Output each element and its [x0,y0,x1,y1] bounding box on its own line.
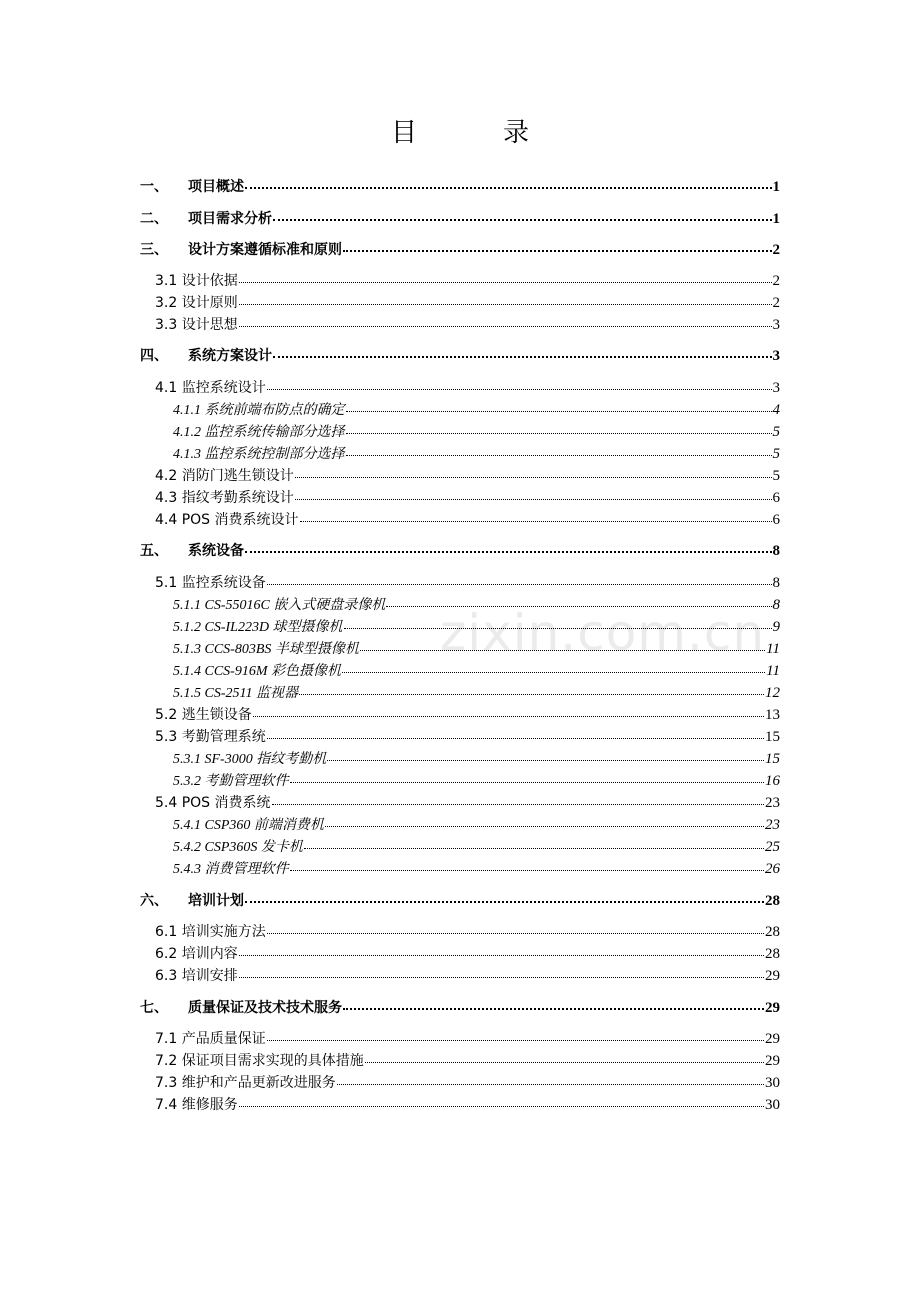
entry-title: 5.1.5 CS-2511 监视器 [173,686,298,701]
toc-entry-label [155,1094,238,1114]
page-number: 16 [765,773,780,789]
toc-entry-label [155,487,294,507]
dot-leader [239,293,772,307]
entry-title: 4.4 POS 消费系统设计 [155,512,299,528]
entry-title: 5.2 逃生锁设备 [155,707,252,723]
toc-entry[interactable] [155,314,780,336]
toc-entry-label [140,239,342,259]
toc-entry-label [140,997,342,1017]
entry-title: 6.1 培训实施方法 [155,924,266,940]
toc-entry-label [173,399,345,419]
page-number: 13 [765,707,780,723]
dot-leader [386,595,771,609]
toc-entry[interactable] [173,616,780,638]
toc-entry-label [155,314,238,334]
toc-entry[interactable] [173,594,780,616]
entry-title: 5.1.3 CCS-803BS 半球型摄像机 [173,642,359,657]
toc-entry-label [155,1050,364,1070]
dot-leader [337,1073,764,1087]
toc-entry[interactable] [155,965,780,987]
dot-leader [273,346,772,360]
entry-title: 4.2 消防门逃生锁设计 [155,468,294,484]
entry-title: 4.1 监控系统设计 [155,380,266,396]
toc-entry-label [140,345,272,365]
page-number: 15 [765,751,780,767]
dot-leader [290,859,765,873]
dot-leader [239,315,772,329]
dot-leader [344,617,772,631]
dot-leader [273,209,772,223]
chapter-number: 六、 [140,893,168,909]
page-number: 11 [766,641,780,657]
chapter-number: 三、 [140,242,168,258]
chapter-number: 七、 [140,1000,168,1016]
entry-title: 5.4.1 CSP360 前端消费机 [173,818,324,833]
toc-title: 目 录 [390,118,559,148]
page-number: 30 [765,1097,780,1113]
dot-leader [327,749,764,763]
toc-entry-label [155,509,299,529]
dot-leader [290,771,765,785]
dot-leader [239,1095,764,1109]
entry-title: 7.4 维修服务 [155,1097,238,1113]
toc-entry[interactable] [173,399,780,421]
toc-entry[interactable] [173,421,780,443]
entry-title: 质量保证及技术技术服务 [188,1000,342,1016]
dot-leader [299,683,764,697]
dot-leader [346,422,772,436]
toc-entry-label [173,421,345,441]
page-number: 2 [772,242,780,258]
page-number: 28 [765,946,780,962]
toc-entry[interactable] [173,748,780,770]
toc-entry-label [155,921,266,941]
dot-leader [267,378,772,392]
page-number: 28 [765,893,780,909]
page-number: 25 [765,839,780,855]
entry-title: 3.2 设计原则 [155,295,238,311]
page-number: 23 [765,795,780,811]
toc-entry[interactable] [155,704,780,726]
toc-entry-label [173,443,345,463]
dot-leader [346,400,772,414]
chapter-number: 一、 [140,179,168,195]
toc-entry-label [155,465,294,485]
toc-entry[interactable] [173,638,780,660]
entry-title: 4.1.3 监控系统控制部分选择 [173,447,345,462]
entry-title: 4.1.1 系统前端布防点的确定 [173,403,345,418]
toc-entry[interactable] [155,921,780,943]
entry-title: 项目需求分析 [188,211,272,227]
toc-entry[interactable] [173,814,780,836]
toc-entry-label [140,540,244,560]
entry-title: 5.1.2 CS-IL223D 球型摄像机 [173,620,343,635]
page-number: 29 [765,968,780,984]
dot-leader [360,639,765,653]
dot-leader [267,727,764,741]
entry-title: 4.3 指纹考勤系统设计 [155,490,294,506]
page-number: 3 [772,348,780,364]
toc-entry-label [140,890,244,910]
toc-entry[interactable] [155,792,780,814]
toc-entry[interactable] [140,208,780,230]
page-number: 5 [772,446,780,462]
toc-entry[interactable] [140,176,780,198]
page-number: 28 [765,924,780,940]
toc-entry[interactable] [155,943,780,965]
chapter-number: 五、 [140,543,168,559]
page-number: 5 [772,468,780,484]
page-number: 1 [772,179,780,195]
entry-title: 6.3 培训安排 [155,968,238,984]
page-number: 3 [772,317,780,333]
toc-entry-label [155,1072,336,1092]
page-number: 15 [765,729,780,745]
page-number: 29 [765,1000,780,1016]
toc-entry-label [155,572,266,592]
dot-leader [343,998,764,1012]
toc-entry[interactable] [155,1050,780,1072]
toc-entry[interactable] [155,726,780,748]
toc-entry[interactable] [140,239,780,261]
toc-entry[interactable] [155,465,780,487]
toc-entry-label [173,770,289,790]
toc-entry-label [155,377,266,397]
page-number: 1 [772,211,780,227]
entry-title: 3.1 设计依据 [155,273,238,289]
toc-entry[interactable] [173,443,780,465]
watermark: zixin.com.cn [440,604,766,662]
page-number: 29 [765,1031,780,1047]
dot-leader [245,177,772,191]
toc-entry-label [155,1028,266,1048]
toc-entry[interactable] [173,770,780,792]
toc-entry[interactable] [155,1028,780,1050]
entry-title: 7.2 保证项目需求实现的具体措施 [155,1053,364,1069]
toc-entry-label [155,270,238,290]
toc-entry[interactable] [140,890,780,912]
toc-entry[interactable] [173,836,780,858]
page-number: 12 [765,685,780,701]
dot-leader [325,815,764,829]
toc-entry-label [155,704,252,724]
chapter-number: 四、 [140,348,168,364]
dot-leader [253,705,764,719]
page-number: 5 [772,424,780,440]
entry-title: 3.3 设计思想 [155,317,238,333]
page-number: 8 [772,543,780,559]
entry-title: 系统设备 [188,543,244,559]
toc-entry[interactable] [155,1072,780,1094]
dot-leader [239,271,772,285]
toc-entry-label [173,814,324,834]
page-number: 4 [772,402,780,418]
dot-leader [295,466,772,480]
page-number: 2 [772,273,780,289]
dot-leader [267,573,772,587]
entry-title: 5.1.1 CS-55016C 嵌入式硬盘录像机 [173,598,386,613]
dot-leader [346,444,772,458]
toc-entry[interactable] [155,487,780,509]
page-number: 8 [772,597,780,613]
dot-leader [304,837,764,851]
dot-leader [245,891,764,905]
toc-entry-label [140,208,272,228]
toc-entry-label [173,858,289,878]
toc-entry[interactable] [155,509,780,531]
entry-title: 6.2 培训内容 [155,946,238,962]
dot-leader [267,922,764,936]
toc-entry-label [173,748,326,768]
page-number: 11 [766,663,780,679]
dot-leader [267,1029,764,1043]
dot-leader [245,541,772,555]
entry-title: 5.4.2 CSP360S 发卡机 [173,840,303,855]
entry-title: 5.1.4 CCS-916M 彩色摄像机 [173,664,341,679]
entry-title: 7.3 维护和产品更新改进服务 [155,1075,336,1091]
page-number: 3 [772,380,780,396]
toc-entry-label [155,943,238,963]
toc-entry[interactable] [173,660,780,682]
page-number: 29 [765,1053,780,1069]
page-number: 2 [772,295,780,311]
entry-title: 5.4.3 消费管理软件 [173,862,289,877]
toc-entry[interactable] [140,540,780,562]
entry-title: 培训计划 [188,893,244,909]
page-number: 30 [765,1075,780,1091]
page-number: 6 [772,490,780,506]
entry-title: 5.3.1 SF-3000 指纹考勤机 [173,752,327,767]
entry-title: 项目概述 [188,179,244,195]
page-number: 23 [765,817,780,833]
toc-entry-label [155,726,266,746]
dot-leader [343,240,772,254]
toc-entry[interactable] [155,377,780,399]
toc-entry[interactable] [155,572,780,594]
toc-entry-label [173,836,303,856]
toc-entry[interactable] [155,292,780,314]
toc-entry[interactable] [173,682,780,704]
page-number: 6 [772,512,780,528]
toc-entry[interactable] [140,997,780,1019]
toc-entry[interactable] [140,345,780,367]
dot-leader [239,966,764,980]
toc-entry[interactable] [155,1094,780,1116]
toc-entry-label [173,594,385,614]
dot-leader [342,661,765,675]
toc-entry[interactable] [155,270,780,292]
toc-entry-label [155,292,238,312]
entry-title: 5.3.2 考勤管理软件 [173,774,289,789]
toc-entry-label [173,616,343,636]
toc-entry[interactable] [173,858,780,880]
dot-leader [272,793,764,807]
toc-entry-label [173,682,298,702]
dot-leader [239,944,764,958]
dot-leader [300,510,772,524]
page-number: 26 [765,861,780,877]
toc-entry-label [155,792,271,812]
toc-entry-label [155,965,238,985]
toc-entry-label [140,176,244,196]
toc-entry-label [173,638,359,658]
entry-title: 4.1.2 监控系统传输部分选择 [173,425,345,440]
dot-leader [365,1051,764,1065]
entry-title: 系统方案设计 [188,348,272,364]
page-number: 9 [772,619,780,635]
entry-title: 7.1 产品质量保证 [155,1031,266,1047]
page-number: 8 [772,575,780,591]
entry-title: 设计方案遵循标准和原则 [188,242,342,258]
entry-title: 5.1 监控系统设备 [155,575,266,591]
entry-title: 5.3 考勤管理系统 [155,729,266,745]
entry-title: 5.4 POS 消费系统 [155,795,271,811]
dot-leader [295,488,772,502]
chapter-number: 二、 [140,211,168,227]
toc-entry-label [173,660,341,680]
